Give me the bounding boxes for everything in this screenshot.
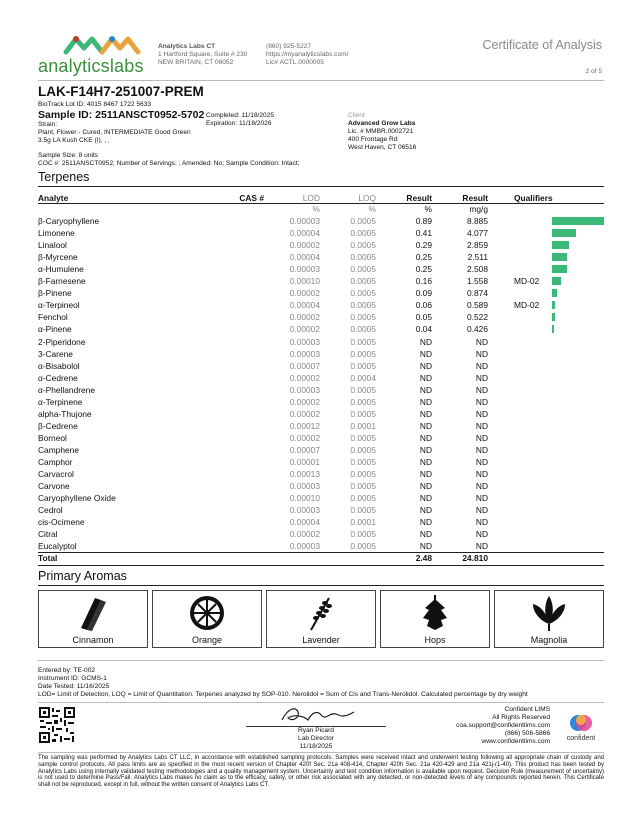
table-row: [38, 311, 604, 323]
lod-value: 0.00002: [289, 408, 320, 419]
test-info: [38, 667, 598, 699]
lims-info: [390, 706, 550, 746]
terpenes-divider: [38, 186, 604, 187]
analyte-name: α-Pinene: [38, 324, 72, 335]
result-pct: ND: [419, 517, 432, 528]
lod-value: 0.00002: [289, 396, 320, 407]
aroma-label: Orange: [191, 635, 223, 645]
loq-value: 0.0005: [350, 288, 376, 299]
lab-info: [158, 43, 268, 67]
table-row: [38, 432, 604, 444]
concentration-bar: [552, 325, 554, 333]
loq-value: 0.0005: [350, 360, 376, 371]
disclaimer-divider: [38, 752, 604, 753]
lod-value: 0.00013: [289, 469, 320, 480]
loq-value: 0.0005: [350, 505, 376, 516]
analyte-name: β-Cedrene: [38, 420, 78, 431]
qr-code: [38, 706, 76, 744]
analyte-name: Camphor: [38, 457, 73, 467]
lod-value: 0.00004: [289, 252, 320, 263]
lod-value: 0.00001: [289, 457, 320, 467]
analyte-name: β-Pinene: [38, 288, 72, 299]
table-row: [38, 420, 604, 432]
table-row: [38, 372, 604, 384]
col-lod: LOD: [302, 193, 320, 203]
expiration-date: Expiration: 11/18/2026: [206, 120, 272, 127]
loq-value: 0.0005: [350, 469, 376, 480]
concentration-bar: [552, 301, 555, 309]
result-mg: ND: [475, 420, 488, 431]
loq-value: 0.0005: [350, 493, 376, 504]
signer-name: Ryan Picard: [298, 727, 334, 734]
hops-icon: [415, 594, 455, 632]
result-pct: 0.16: [415, 276, 432, 287]
result-pct: ND: [419, 457, 432, 467]
biotrack-id: BioTrack Lot ID: 4015 8467 1722 5633: [38, 101, 152, 108]
table-row: [38, 492, 604, 504]
result-mg: ND: [475, 541, 488, 552]
table-row: [38, 263, 604, 275]
unit-loq: %: [368, 204, 376, 214]
total-mg: 24.810: [462, 553, 488, 563]
aromas-divider: [38, 585, 604, 586]
result-pct: ND: [419, 360, 432, 371]
header-divider: [38, 80, 604, 81]
lod-value: 0.00003: [289, 348, 320, 359]
result-pct: 0.06: [415, 300, 432, 311]
aroma-label: Magnolia: [530, 635, 568, 645]
aroma-label: Cinnamon: [72, 635, 114, 645]
result-pct: 0.25: [415, 264, 432, 275]
lab-phone: (860) 925-5227: [266, 43, 312, 50]
lod-value: 0.00004: [289, 300, 320, 311]
result-mg: ND: [475, 457, 488, 467]
table-row: [38, 251, 604, 263]
analyte-name: cis-Ocimene: [38, 517, 85, 528]
lab-website[interactable]: https://myanalyticslabs.com/: [266, 51, 349, 58]
lod-value: 0.00002: [289, 529, 320, 540]
loq-value: 0.0005: [350, 529, 376, 540]
qualifier: MD-02: [514, 300, 540, 311]
lod-value: 0.00012: [289, 420, 320, 431]
unit-result-pct: %: [424, 204, 432, 214]
lod-value: 0.00003: [289, 541, 320, 552]
lims-phone: (866) 506-5866: [504, 730, 550, 737]
lod-value: 0.00002: [289, 312, 320, 323]
date-tested: Date Tested: 11/16/2025: [38, 683, 110, 690]
analyte-name: α-Terpinene: [38, 396, 83, 407]
lod-value: 0.00003: [289, 216, 320, 226]
lab-logo: [38, 34, 152, 78]
lod-value: 0.00010: [289, 276, 320, 287]
result-mg: 1.558: [467, 276, 488, 287]
analyte-name: β-Caryophyllene: [38, 216, 100, 226]
loq-value: 0.0005: [350, 408, 376, 419]
analyte-name: β-Farnesene: [38, 276, 86, 287]
strain-label: Strain:: [38, 121, 58, 128]
page-number: 2 of 5: [585, 68, 602, 75]
lod-value: 0.00002: [289, 324, 320, 335]
table-row: [38, 239, 604, 251]
loq-value: 0.0005: [350, 276, 376, 287]
result-mg: 0.522: [467, 312, 488, 323]
analyte-name: Citral: [38, 529, 58, 540]
lod-value: 0.00002: [289, 432, 320, 443]
sample-matrix: Plant, Flower - Cured, INTERMEDIATE Good Green: [38, 129, 191, 136]
lavender-icon: [301, 594, 341, 632]
result-pct: ND: [419, 372, 432, 383]
loq-value: 0.0005: [350, 264, 376, 275]
lod-value: 0.00007: [289, 360, 320, 371]
table-row: [38, 348, 604, 360]
loq-value: 0.0005: [350, 481, 376, 492]
confident-logo-icon: [569, 712, 593, 734]
table-row: [38, 323, 604, 335]
result-mg: 2.859: [467, 240, 488, 251]
total-pct: 2.48: [415, 553, 432, 563]
col-qualifiers: Qualifiers: [514, 193, 553, 203]
table-row: [38, 528, 604, 540]
aroma-label: Hops: [424, 635, 446, 645]
client-address2: West Haven, CT 06516: [348, 144, 417, 151]
terpenes-title: Terpenes: [38, 170, 90, 184]
lims-rights: All Rights Reserved: [492, 714, 550, 721]
client-info: [348, 112, 488, 152]
loq-value: 0.0005: [350, 384, 376, 395]
result-pct: ND: [419, 505, 432, 516]
analyte-name: β-Myrcene: [38, 252, 78, 263]
total-row: [38, 552, 604, 564]
table-row: [38, 384, 604, 396]
analyte-name: α-Terpineol: [38, 300, 80, 311]
table-row: [38, 287, 604, 299]
lod-value: 0.00007: [289, 444, 320, 455]
result-pct: ND: [419, 408, 432, 419]
signature-image: [278, 704, 358, 726]
result-mg: ND: [475, 408, 488, 419]
footer-divider: [38, 702, 604, 703]
result-mg: 0.874: [467, 288, 488, 299]
loq-value: 0.0004: [350, 372, 376, 383]
result-mg: ND: [475, 529, 488, 540]
sample-id: Sample ID: 2511ANSCT0952-5702: [38, 109, 205, 121]
table-row: [38, 360, 604, 372]
result-mg: ND: [475, 360, 488, 371]
result-pct: ND: [419, 348, 432, 359]
table-row: [38, 227, 604, 239]
lab-logo-mark: [62, 34, 142, 56]
disclaimer: The sampling was performed by Analytics Labs CT LLC, in accordance with established sampling protocols. Samples were received intact and underwent testing following all appropriate chain of custody and sample control protocols. All pass limits are as specified in the most recent version of Chapter 420f Sec. 21a 408-414, Chapter 420h Sec. 21a 420-429 and 21a 421j-(1-40). This product has been tested by Analytics Labs using internally validated testing methodologies and a quality management system. Uncertainty and test condition information is available upon request. Decision Rule (measurement of uncertainty) is not used to determine Pass/Fail. Analytics Labs makes no claim as to the efficacy, safety, or other risk associated with any detected, or non-detected levels of any compounds reported herein. This Certificate shall not be reproduced, except in full, without the written consent of Analytics Labs CT.: [38, 755, 604, 789]
lod-value: 0.00003: [289, 336, 320, 347]
analyte-name: Carvone: [38, 481, 70, 492]
concentration-bar: [552, 253, 567, 261]
result-pct: 0.25: [415, 252, 432, 263]
table-row: [38, 396, 604, 408]
aroma-card-hops: [380, 590, 490, 648]
qr-code-icon: [38, 706, 76, 744]
lab-address1: 1 Hartford Square, Suite # 230: [158, 51, 248, 58]
result-mg: ND: [475, 469, 488, 480]
analyte-name: α-Cedrene: [38, 372, 78, 383]
table-row: [38, 408, 604, 420]
result-mg: 8.885: [467, 216, 488, 226]
table-row: [38, 516, 604, 528]
lab-contact: [266, 43, 386, 67]
aromas-title: Primary Aromas: [38, 569, 127, 583]
result-mg: 2.511: [467, 252, 488, 263]
col-result-mg: Result: [462, 193, 488, 203]
result-pct: ND: [419, 493, 432, 504]
analyte-name: Limonene: [38, 228, 75, 239]
signature: [278, 704, 358, 726]
product-name: 3.5g LA Kush CKE (I), , ,: [38, 137, 110, 144]
lod-value: 0.00002: [289, 288, 320, 299]
result-pct: ND: [419, 432, 432, 443]
signer-title: Lab Director: [298, 735, 334, 742]
table-row: [38, 480, 604, 492]
orange-icon: [187, 594, 227, 632]
lod-value: 0.00003: [289, 481, 320, 492]
result-mg: ND: [475, 517, 488, 528]
col-result-pct: Result: [406, 193, 432, 203]
lims-email[interactable]: coa.support@confidentlims.com: [456, 722, 550, 729]
total-label: Total: [38, 553, 58, 563]
result-mg: ND: [475, 348, 488, 359]
result-pct: 0.09: [415, 288, 432, 299]
loq-value: 0.0005: [350, 216, 376, 226]
result-mg: 0.426: [467, 324, 488, 335]
result-mg: ND: [475, 372, 488, 383]
result-pct: ND: [419, 336, 432, 347]
result-mg: ND: [475, 481, 488, 492]
client-label: Client: [348, 112, 365, 119]
col-analyte: Analyte: [38, 193, 69, 203]
sign-date: 11/18/2025: [299, 743, 333, 750]
loq-value: 0.0005: [350, 228, 376, 239]
signer-block: [246, 727, 386, 751]
lod-value: 0.00002: [289, 240, 320, 251]
analyte-name: Eucalyptol: [38, 541, 77, 552]
instrument-id: Instrument ID: GCMS-1: [38, 675, 107, 682]
result-pct: ND: [419, 469, 432, 480]
lims-name: Confident LIMS: [504, 706, 550, 713]
lod-value: 0.00003: [289, 384, 320, 395]
table-row: [38, 444, 604, 456]
client-license: Lic. # MMBR.0002721: [348, 128, 414, 135]
lod-value: 0.00003: [289, 505, 320, 516]
analyte-name: 3-Carene: [38, 348, 73, 359]
aroma-card-cinnamon: [38, 590, 148, 648]
result-pct: 0.89: [415, 216, 432, 226]
result-pct: 0.05: [415, 312, 432, 323]
method-note: LOD= Limit of Detection, LOQ = Limit of Quantitation. Terpenes analyzed by SOP-010. Nerolidol = Sum of Cis and Trans-Nerolidol. Calculated percentage by dry weight: [38, 691, 528, 698]
result-mg: ND: [475, 444, 488, 455]
analyte-name: 2-Piperidone: [38, 336, 86, 347]
result-pct: 0.04: [415, 324, 432, 335]
analyte-name: Fenchol: [38, 312, 68, 323]
analyte-name: alpha-Thujone: [38, 408, 92, 419]
magnolia-icon: [529, 594, 569, 632]
analyte-name: Cedrol: [38, 505, 63, 516]
analyte-name: Caryophyllene Oxide: [38, 493, 116, 504]
loq-value: 0.0005: [350, 396, 376, 407]
result-pct: ND: [419, 420, 432, 431]
result-mg: 2.508: [467, 264, 488, 275]
loq-value: 0.0001: [350, 517, 376, 528]
lims-website[interactable]: www.confidentlims.com: [481, 738, 550, 745]
lod-value: 0.00010: [289, 493, 320, 504]
confident-logo-text: confident: [566, 735, 596, 742]
loq-value: 0.0005: [350, 312, 376, 323]
analyte-name: α-Bisabolol: [38, 360, 80, 371]
loq-value: 0.0005: [350, 541, 376, 552]
aroma-card-orange: [152, 590, 262, 648]
loq-value: 0.0005: [350, 457, 376, 467]
table-row: [38, 336, 604, 348]
sample-size: Sample Size: 8 units: [38, 152, 99, 159]
loq-value: 0.0005: [350, 444, 376, 455]
table-row: [38, 540, 604, 552]
loq-value: 0.0005: [350, 240, 376, 251]
concentration-bar: [552, 265, 567, 273]
loq-value: 0.0005: [350, 300, 376, 311]
result-mg: ND: [475, 384, 488, 395]
loq-value: 0.0001: [350, 420, 376, 431]
aroma-label: Lavender: [302, 635, 340, 645]
result-pct: ND: [419, 481, 432, 492]
aromas-bottom-divider: [38, 660, 604, 661]
client-name: Advanced Grow Labs: [348, 120, 416, 127]
result-pct: ND: [419, 529, 432, 540]
client-address1: 400 Frontage Rd: [348, 136, 398, 143]
loq-value: 0.0005: [350, 252, 376, 263]
analyte-name: Carvacrol: [38, 469, 74, 480]
cinnamon-icon: [73, 594, 113, 632]
sample-meta: [38, 152, 438, 168]
result-mg: ND: [475, 432, 488, 443]
result-mg: 0.589: [467, 300, 488, 311]
analyte-name: Borneol: [38, 432, 67, 443]
batch-id: LAK-F14H7-251007-PREM: [38, 84, 204, 99]
lab-address2: NEW BRITAIN, CT 06052: [158, 59, 234, 66]
aroma-card-lavender: [266, 590, 376, 648]
analyte-name: Linalool: [38, 240, 67, 251]
table-row: [38, 468, 604, 480]
result-mg: ND: [475, 396, 488, 407]
unit-result-mg: mg/g: [469, 204, 488, 214]
result-pct: ND: [419, 444, 432, 455]
col-loq: LOQ: [358, 193, 376, 203]
concentration-bar: [552, 277, 561, 285]
qualifier: MD-02: [514, 276, 540, 287]
concentration-bar: [552, 229, 576, 237]
table-row: [38, 456, 604, 468]
lod-value: 0.00004: [289, 228, 320, 239]
result-mg: 4.077: [467, 228, 488, 239]
analyte-name: α-Humulene: [38, 264, 84, 275]
result-pct: 0.29: [415, 240, 432, 251]
concentration-bar: [552, 241, 569, 249]
table-row: [38, 275, 604, 287]
entered-by: Entered by: TE-002: [38, 667, 96, 674]
concentration-bar: [552, 217, 604, 225]
lims-logo: [558, 712, 604, 746]
lab-license: Lic# ACTL.0000005: [266, 59, 324, 66]
result-mg: ND: [475, 505, 488, 516]
result-pct: ND: [419, 541, 432, 552]
col-cas: CAS #: [239, 193, 264, 203]
lab-name: Analytics Labs CT: [158, 43, 216, 50]
analyte-name: Camphene: [38, 444, 79, 455]
result-pct: 0.41: [415, 228, 432, 239]
units-row: [38, 203, 604, 215]
lod-value: 0.00002: [289, 372, 320, 383]
result-mg: ND: [475, 336, 488, 347]
table-row: [38, 504, 604, 516]
concentration-bar: [552, 289, 557, 297]
result-mg: ND: [475, 493, 488, 504]
total-bottom-divider: [38, 565, 604, 566]
lod-value: 0.00004: [289, 517, 320, 528]
lod-value: 0.00003: [289, 264, 320, 275]
analyte-name: α-Phellandrene: [38, 384, 95, 395]
loq-value: 0.0005: [350, 348, 376, 359]
concentration-bar: [552, 313, 555, 321]
completed-date: Completed: 11/18/2025: [206, 112, 275, 119]
loq-value: 0.0005: [350, 324, 376, 335]
aroma-card-magnolia: [494, 590, 604, 648]
result-pct: ND: [419, 384, 432, 395]
table-row: [38, 215, 604, 227]
loq-value: 0.0005: [350, 336, 376, 347]
table-row: [38, 299, 604, 311]
coc-info: COC #: 2511ANSCT0952; Number of Servings: ; Amended: No; Sample Condition: Intact;: [38, 160, 300, 167]
loq-value: 0.0005: [350, 432, 376, 443]
sample-details: [38, 121, 238, 145]
doc-title: Certificate of Analysis: [482, 38, 602, 52]
unit-lod: %: [312, 204, 320, 214]
result-pct: ND: [419, 396, 432, 407]
lab-logo-text: analyticslabs: [38, 56, 144, 76]
